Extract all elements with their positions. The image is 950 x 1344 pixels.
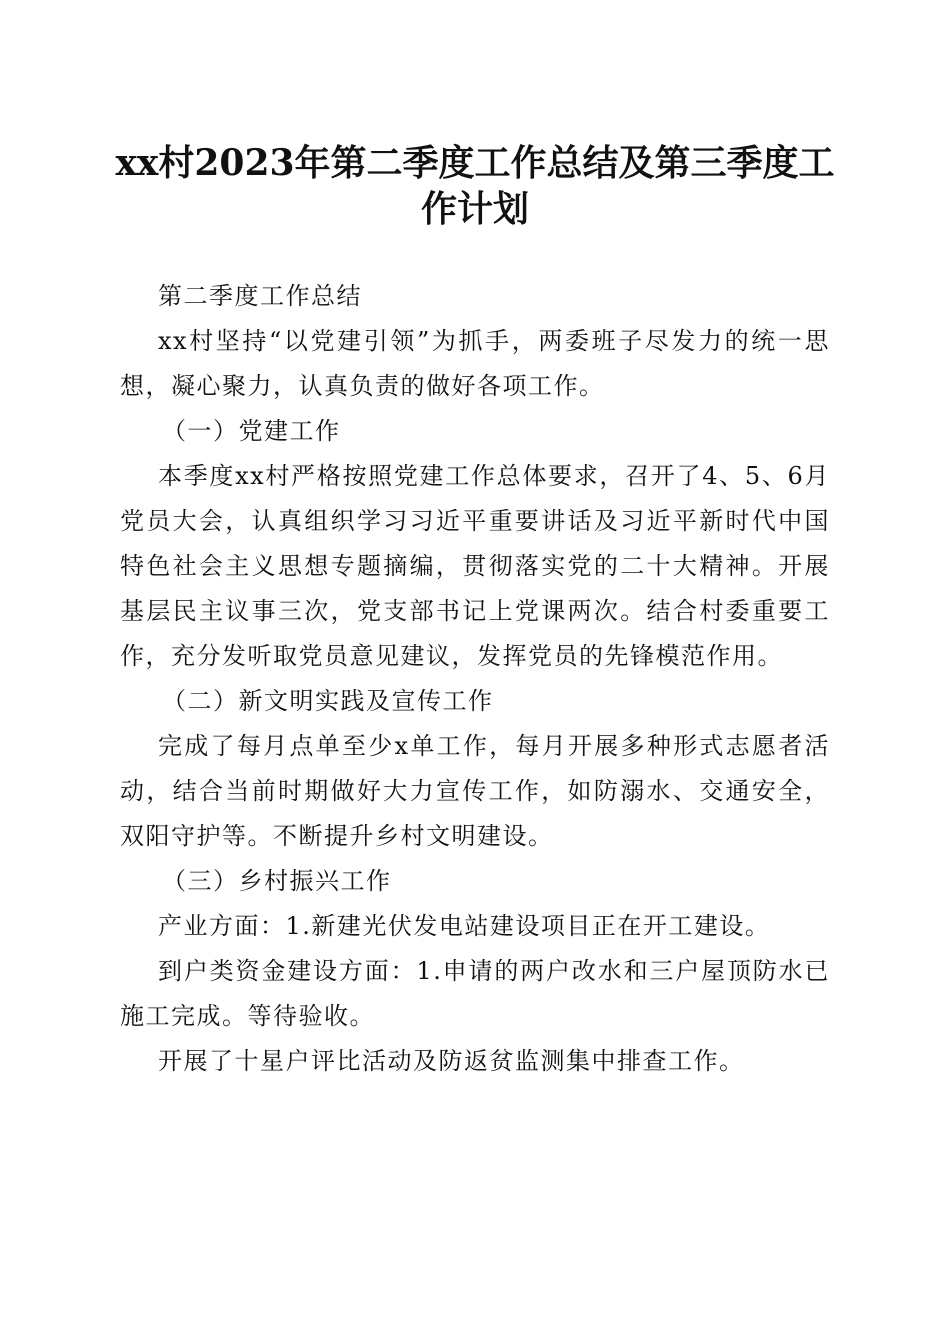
paragraph: 产业方面：1.新建光伏发电站建设项目正在开工建设。 — [158, 912, 771, 940]
subsection-heading: （一）党建工作 — [162, 417, 341, 445]
paragraph: 到户类资金建设方面：1.申请的两户改水和三户屋顶防水已施工完成。等待验收。 — [120, 957, 830, 1030]
paragraph: xx村坚持“以党建引领”为抓手，两委班子尽发力的统一思想，凝心聚力，认真负责的做好各项工作。 — [120, 327, 830, 400]
document-title: xx村2023年第二季度工作总结及第三季度工作计划 — [115, 142, 835, 230]
paragraph: 开展了十星户评比活动及防返贫监测集中排查工作。 — [158, 1047, 745, 1075]
paragraph: 本季度xx村严格按照党建工作总体要求，召开了4、5、6月党员大会，认真组织学习习近平重要讲话及习近平新时代中国特色社会主义思想专题摘编，贯彻落实党的二十大精神。开展基层民主议事三次，党支部书记上党课两次。结合村委重要工作，充分发听取党员意见建议，发挥党员的先锋模范作用。 — [120, 462, 830, 670]
document-body — [120, 274, 830, 1084]
subsection-heading: （三）乡村振兴工作 — [162, 867, 392, 895]
paragraph: 完成了每月点单至少x单工作，每月开展多种形式志愿者活动，结合当前时期做好大力宣传工作，如防溺水、交通安全，双阳守护等。不断提升乡村文明建设。 — [120, 732, 830, 850]
section-heading: 第二季度工作总结 — [158, 282, 362, 310]
subsection-heading: （二）新文明实践及宣传工作 — [162, 687, 494, 715]
